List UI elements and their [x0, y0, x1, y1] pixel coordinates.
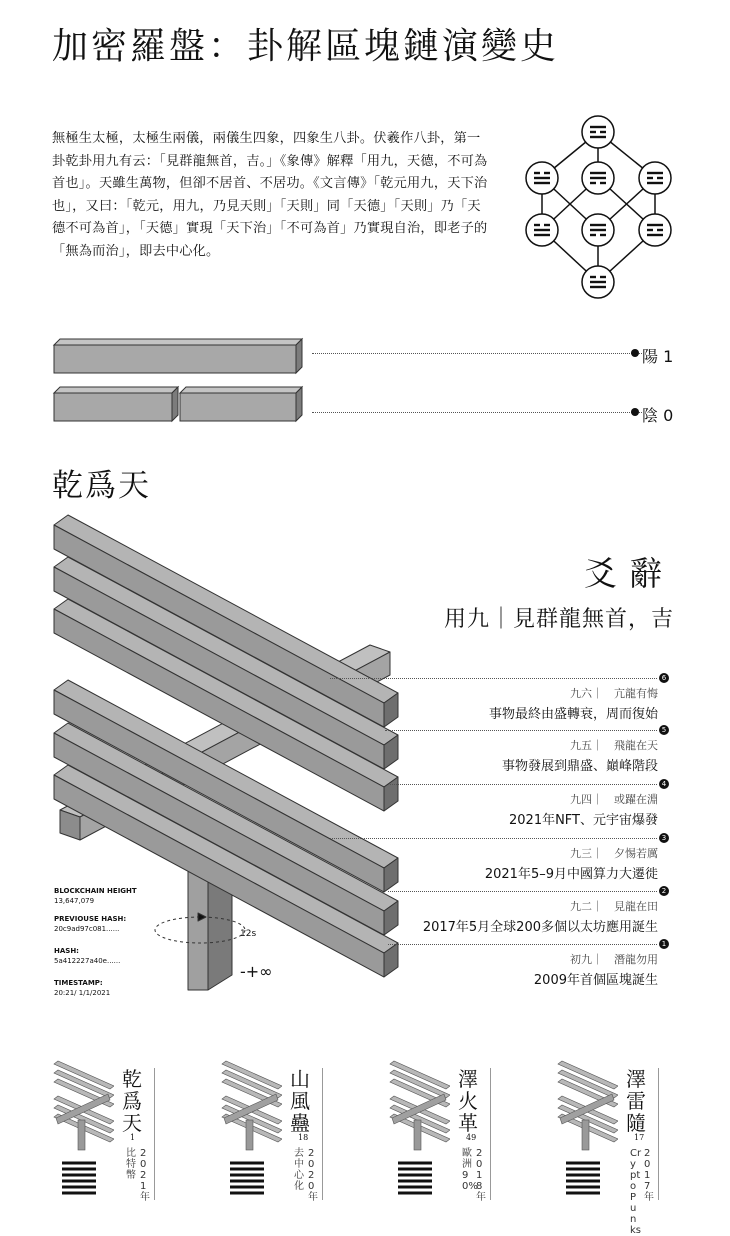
trigram-node-icon	[582, 116, 614, 148]
line-number-badge: 3	[659, 833, 669, 843]
card-divider	[322, 1068, 323, 1200]
mini-hexagram-icon	[52, 1058, 114, 1153]
yin-label: 陰 0	[642, 406, 674, 425]
line-heading: 九三｜ 夕惕若厲	[570, 847, 658, 860]
card-year: 2018年	[476, 1148, 486, 1203]
infinity-label: -+∞	[240, 962, 273, 981]
line-leader	[330, 678, 657, 679]
yang-label: 陽 1	[642, 347, 674, 366]
line-heading: 九五｜ 飛龍在天	[570, 739, 658, 752]
card-caption: CryptoPunks	[630, 1148, 642, 1236]
line-leader	[388, 944, 657, 945]
hash-label: HASH:	[54, 947, 79, 955]
card-caption: 比特幣	[126, 1148, 136, 1181]
card-hexagram-number: 18	[298, 1133, 309, 1142]
line-description: 2021年5–9月中國算力大遷徙	[484, 867, 658, 882]
card-hexagram-name: 乾爲天	[122, 1067, 142, 1135]
prev-hash-label: PREVIOUSE HASH:	[54, 915, 127, 923]
line-heading: 九二｜ 見龍在田	[570, 900, 658, 913]
card-hexagram-number: 17	[634, 1133, 645, 1142]
yaoci-title: 爻辭	[584, 554, 674, 593]
yin-dot	[631, 408, 639, 416]
yin-yang-legend	[52, 335, 312, 430]
hexagram-symbol-icon	[566, 1160, 600, 1200]
mini-hexagram-icon	[388, 1058, 450, 1153]
block-meta	[54, 886, 137, 906]
line-description: 2017年5月全球200多個以太坊應用誕生	[422, 920, 658, 935]
trigram-node-icon	[639, 214, 671, 246]
prev-hash-block	[54, 914, 126, 934]
trigram-node-icon	[582, 162, 614, 194]
card-hexagram-name: 澤火革	[458, 1067, 478, 1135]
line-description: 事物發展到鼎盛、巔峰階段	[501, 759, 658, 774]
card-caption: 去中心化	[294, 1148, 304, 1192]
hash-value: 5a412227a40e......	[54, 957, 121, 965]
yin-bar-right	[180, 387, 302, 421]
line-heading: 九四｜ 或躍在淵	[570, 793, 658, 806]
timestamp-block	[54, 978, 110, 998]
line-heading: 九六｜ 亢龍有悔	[570, 687, 658, 700]
height-label: BLOCKCHAIN HEIGHT	[54, 887, 137, 895]
trigram-node-icon	[582, 266, 614, 298]
card-year: 2021年	[140, 1148, 150, 1203]
section-title: 乾爲天	[52, 468, 151, 504]
bagua-diagram-icon	[515, 112, 685, 302]
prev-hash-value: 20c9ad97c081......	[54, 925, 120, 933]
line-description: 2021年NFT、元宇宙爆發	[509, 813, 658, 828]
yongjiu-text: 用九｜見群龍無首，吉	[443, 607, 674, 632]
card-year: 2020年	[308, 1148, 318, 1203]
yin-bar-left	[54, 387, 178, 421]
mini-hexagram-icon	[220, 1058, 282, 1153]
trigram-node-icon	[526, 214, 558, 246]
yang-leader	[312, 353, 642, 354]
line-description: 事物最終由盛轉衰，周而復始	[488, 707, 658, 722]
trigram-node-icon	[526, 162, 558, 194]
card-divider	[154, 1068, 155, 1200]
hexagram-symbol-icon	[62, 1160, 96, 1200]
height-value: 13,647,079	[54, 897, 95, 905]
line-number-badge: 1	[659, 939, 669, 949]
timestamp-value: 20:21/ 1/1/2021	[54, 989, 111, 997]
line-leader	[385, 730, 657, 731]
card-hexagram-name: 澤雷隨	[626, 1067, 646, 1135]
card-hexagram-number: 1	[130, 1133, 136, 1142]
trigram-node-icon	[639, 162, 671, 194]
line-heading: 初九｜ 潛龍勿用	[570, 953, 658, 966]
card-divider	[490, 1068, 491, 1200]
yang-bar	[54, 339, 302, 373]
card-divider	[658, 1068, 659, 1200]
timestamp-label: TIMESTAMP:	[54, 979, 103, 987]
hash-block	[54, 946, 120, 966]
line-number-badge: 5	[659, 725, 669, 735]
line-number-badge: 6	[659, 673, 669, 683]
line-number-badge: 2	[659, 886, 669, 896]
intro-paragraph: 無極生太極，太極生兩儀，兩儀生四象，四象生八卦。伏羲作八卦，第一卦乾卦用九有云：「見群龍無首，吉。」《象傳》解釋「用九，天德，不可為首也」。天雖生萬物，但卻不居首、不居功。《文言傳》「乾元用九，天下治也」，又曰：「乾元，用九，乃見天則」「天則」同「天德」「天則」乃「天德不可為首」，「天德」實現「天下治」「不可為首」乃實現自治，即老子的「無為而治」，即去中心化。	[52, 131, 488, 259]
hexagram-symbol-icon	[230, 1160, 264, 1200]
mini-hexagram-icon	[556, 1058, 618, 1153]
card-hexagram-number: 49	[466, 1133, 477, 1142]
card-caption: 歐洲90%	[462, 1148, 478, 1192]
line-leader	[330, 838, 657, 839]
card-hexagram-name: 山風蠱	[290, 1067, 310, 1135]
yin-leader	[312, 412, 642, 413]
line-leader	[388, 784, 657, 785]
hexagram-symbol-icon	[398, 1160, 432, 1200]
rotation-label: 12s	[240, 929, 257, 939]
trigram-node-icon	[582, 214, 614, 246]
line-leader	[388, 891, 657, 892]
card-year: 2017年	[644, 1148, 654, 1203]
line-description: 2009年首個區塊誕生	[533, 973, 658, 988]
yang-dot	[631, 349, 639, 357]
line-number-badge: 4	[659, 779, 669, 789]
page-title: 加密羅盤：卦解區塊鏈演變史	[52, 26, 560, 67]
